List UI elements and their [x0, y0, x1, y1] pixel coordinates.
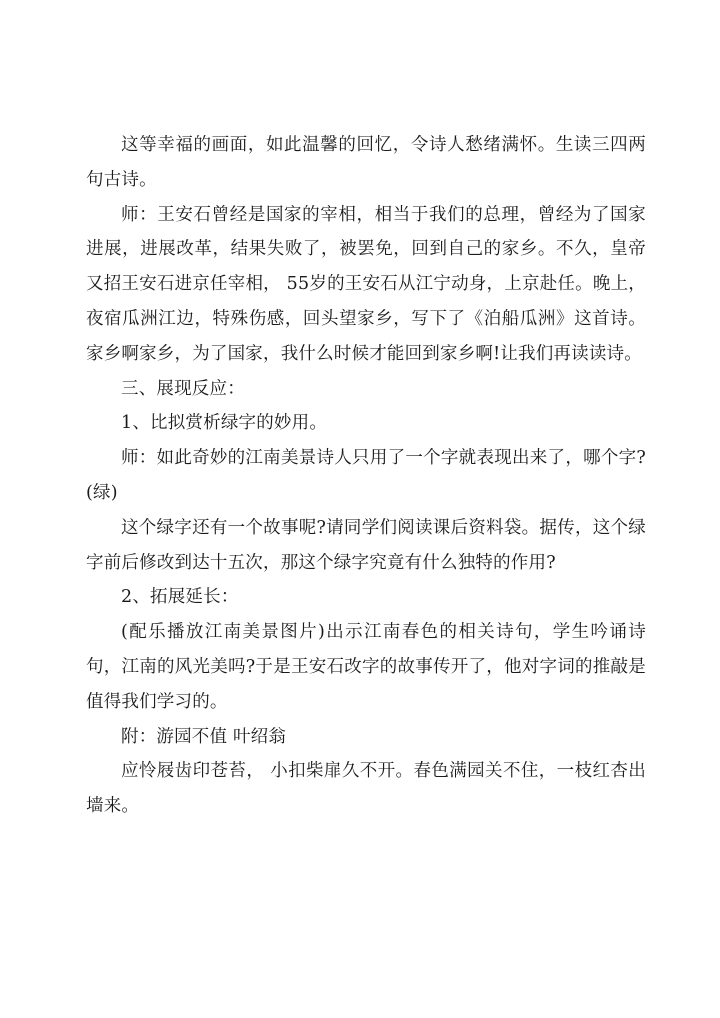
- section-heading-3: 三、展现反应：: [121, 378, 245, 399]
- paragraph-teacher-question: 师：如此奇妙的江南美景诗人只用了一个字就表现出来了，哪个字?(绿): [86, 448, 646, 503]
- subsection-heading-2: 2、拓展延长：: [121, 587, 239, 608]
- poem-text: 应怜屐齿印苍苔， 小扣柴扉久不开。春色满园关不住，一枝红杏出墙来。: [86, 761, 646, 817]
- paragraph-intro: 这等幸福的画面，如此温馨的回忆，令诗人愁绪满怀。生读三四两句古诗。: [86, 135, 646, 190]
- paragraph-extension: (配乐播放江南美景图片)出示江南春色的相关诗句，学生吟诵诗句，江南的风光美吗?于是王安石改字的故事传开了，他对字词的推敲是值得我们学习的。: [86, 622, 646, 712]
- paragraph-teacher-background: 师：王安石曾经是国家的宰相，相当于我们的总理，曾经为了国家进展，进展改革，结果失败了，被罢免，回到自己的家乡。不久，皇帝又招王安石进京任宰相， 55岁的王安石从江宁动身，上京赴任。晚上，夜宿瓜洲江边，特殊伤感，回头望家乡，写下了《泊船瓜洲》这首诗。家乡啊家乡，为了国家，我什么时候才能回到家乡啊!让我们再读读诗。: [86, 204, 646, 364]
- paragraph-lv-story: 这个绿字还有一个故事呢?请同学们阅读课后资料袋。据传，这个绿字前后修改到达十五次，那这个绿字究竟有什么独特的作用?: [86, 517, 646, 573]
- subsection-heading-1: 1、比拟赏析绿字的妙用。: [121, 413, 328, 434]
- poem-title: 附：游园不值 叶绍翁: [121, 726, 287, 747]
- document-body: [86, 128, 646, 824]
